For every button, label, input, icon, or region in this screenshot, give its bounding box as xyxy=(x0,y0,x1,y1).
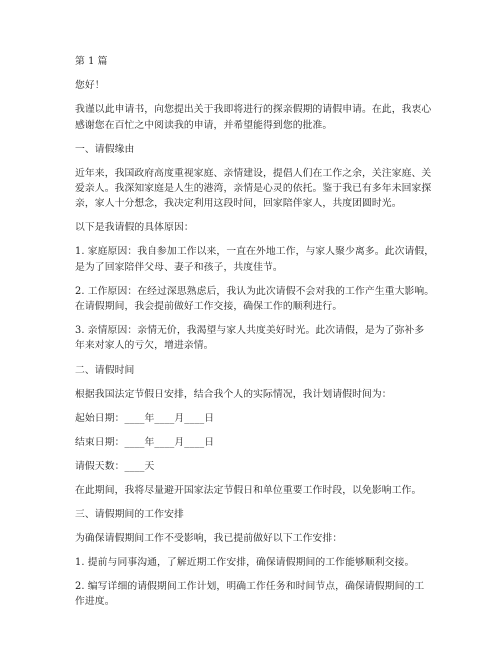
greeting: 您好！ xyxy=(75,80,105,91)
arrangement-2-line-2: 作进度。 xyxy=(75,596,115,607)
reason-3-line-2: 年来对家人的亏欠，增进亲情。 xyxy=(75,340,214,351)
reason-1-line-2: 是为了回家陪伴父母、妻子和孩子，共度佳节。 xyxy=(75,262,283,273)
section-1-line-1: 近年来，我国政府高度重视家庭、亲情建设，提倡人们在工作之余，关注家庭、关 xyxy=(75,168,432,179)
section-3-para: 为确保请假期间工作不受影响，我已提前做好以下工作安排： xyxy=(75,533,343,544)
reason-2-line-1: 2. 工作原因：在经过深思熟虑后，我认为此次请假不会对我的工作产生重大影响。 xyxy=(75,286,435,297)
intro-line-2: 感谢您在百忙之中阅读我的申请，并希望能得到您的批准。 xyxy=(75,120,333,131)
section-3-heading: 三、请假期间的工作安排 xyxy=(75,509,184,520)
end-date: 结束日期：____年____月____日 xyxy=(75,437,215,448)
start-date: 起始日期：____年____月____日 xyxy=(75,413,215,424)
intro-line-1: 我谨以此申请书，向您提出关于我即将进行的探亲假期的请假申请。在此，我衷心 xyxy=(75,104,432,115)
section-1-heading: 一、请假缘由 xyxy=(75,144,135,155)
arrangement-1: 1. 提前与同事沟通，了解近期工作安排，确保请假期间的工作能够顺利交接。 xyxy=(75,557,415,568)
reason-1-line-1: 1. 家庭原因：我自参加工作以来，一直在外地工作，与家人聚少离多。此次请假， xyxy=(75,246,435,257)
section-1-line-3: 亲，家人十分想念，我决定利用这段时间，回家陪伴家人，共度团圆时光。 xyxy=(75,198,402,209)
document-title: 第 1 篇 xyxy=(75,56,108,67)
reason-2-line-2: 在请假期间，我会提前做好工作交接，确保工作的顺利进行。 xyxy=(75,301,343,312)
section-2-heading: 二、请假时间 xyxy=(75,365,135,376)
arrangement-2-line-1: 2. 编写详细的请假期间工作计划，明确工作任务和时间节点，确保请假期间的工 xyxy=(75,581,425,592)
reasons-intro: 以下是我请假的具体原因： xyxy=(75,222,194,233)
section-2-note: 在此期间，我将尽量避开国家法定节假日和单位重要工作时段，以免影响工作。 xyxy=(75,485,422,496)
section-2-para: 根据我国法定节假日安排，结合我个人的实际情况，我计划请假时间为： xyxy=(75,389,392,400)
section-1-line-2: 爱亲人。我深知家庭是人生的港湾，亲情是心灵的依托。鉴于我已有多年未回家探 xyxy=(75,183,432,194)
leave-days: 请假天数：____天 xyxy=(75,461,155,472)
reason-3-line-1: 3. 亲情原因：亲情无价，我渴望与家人共度美好时光。此次请假，是为了弥补多 xyxy=(75,325,425,336)
